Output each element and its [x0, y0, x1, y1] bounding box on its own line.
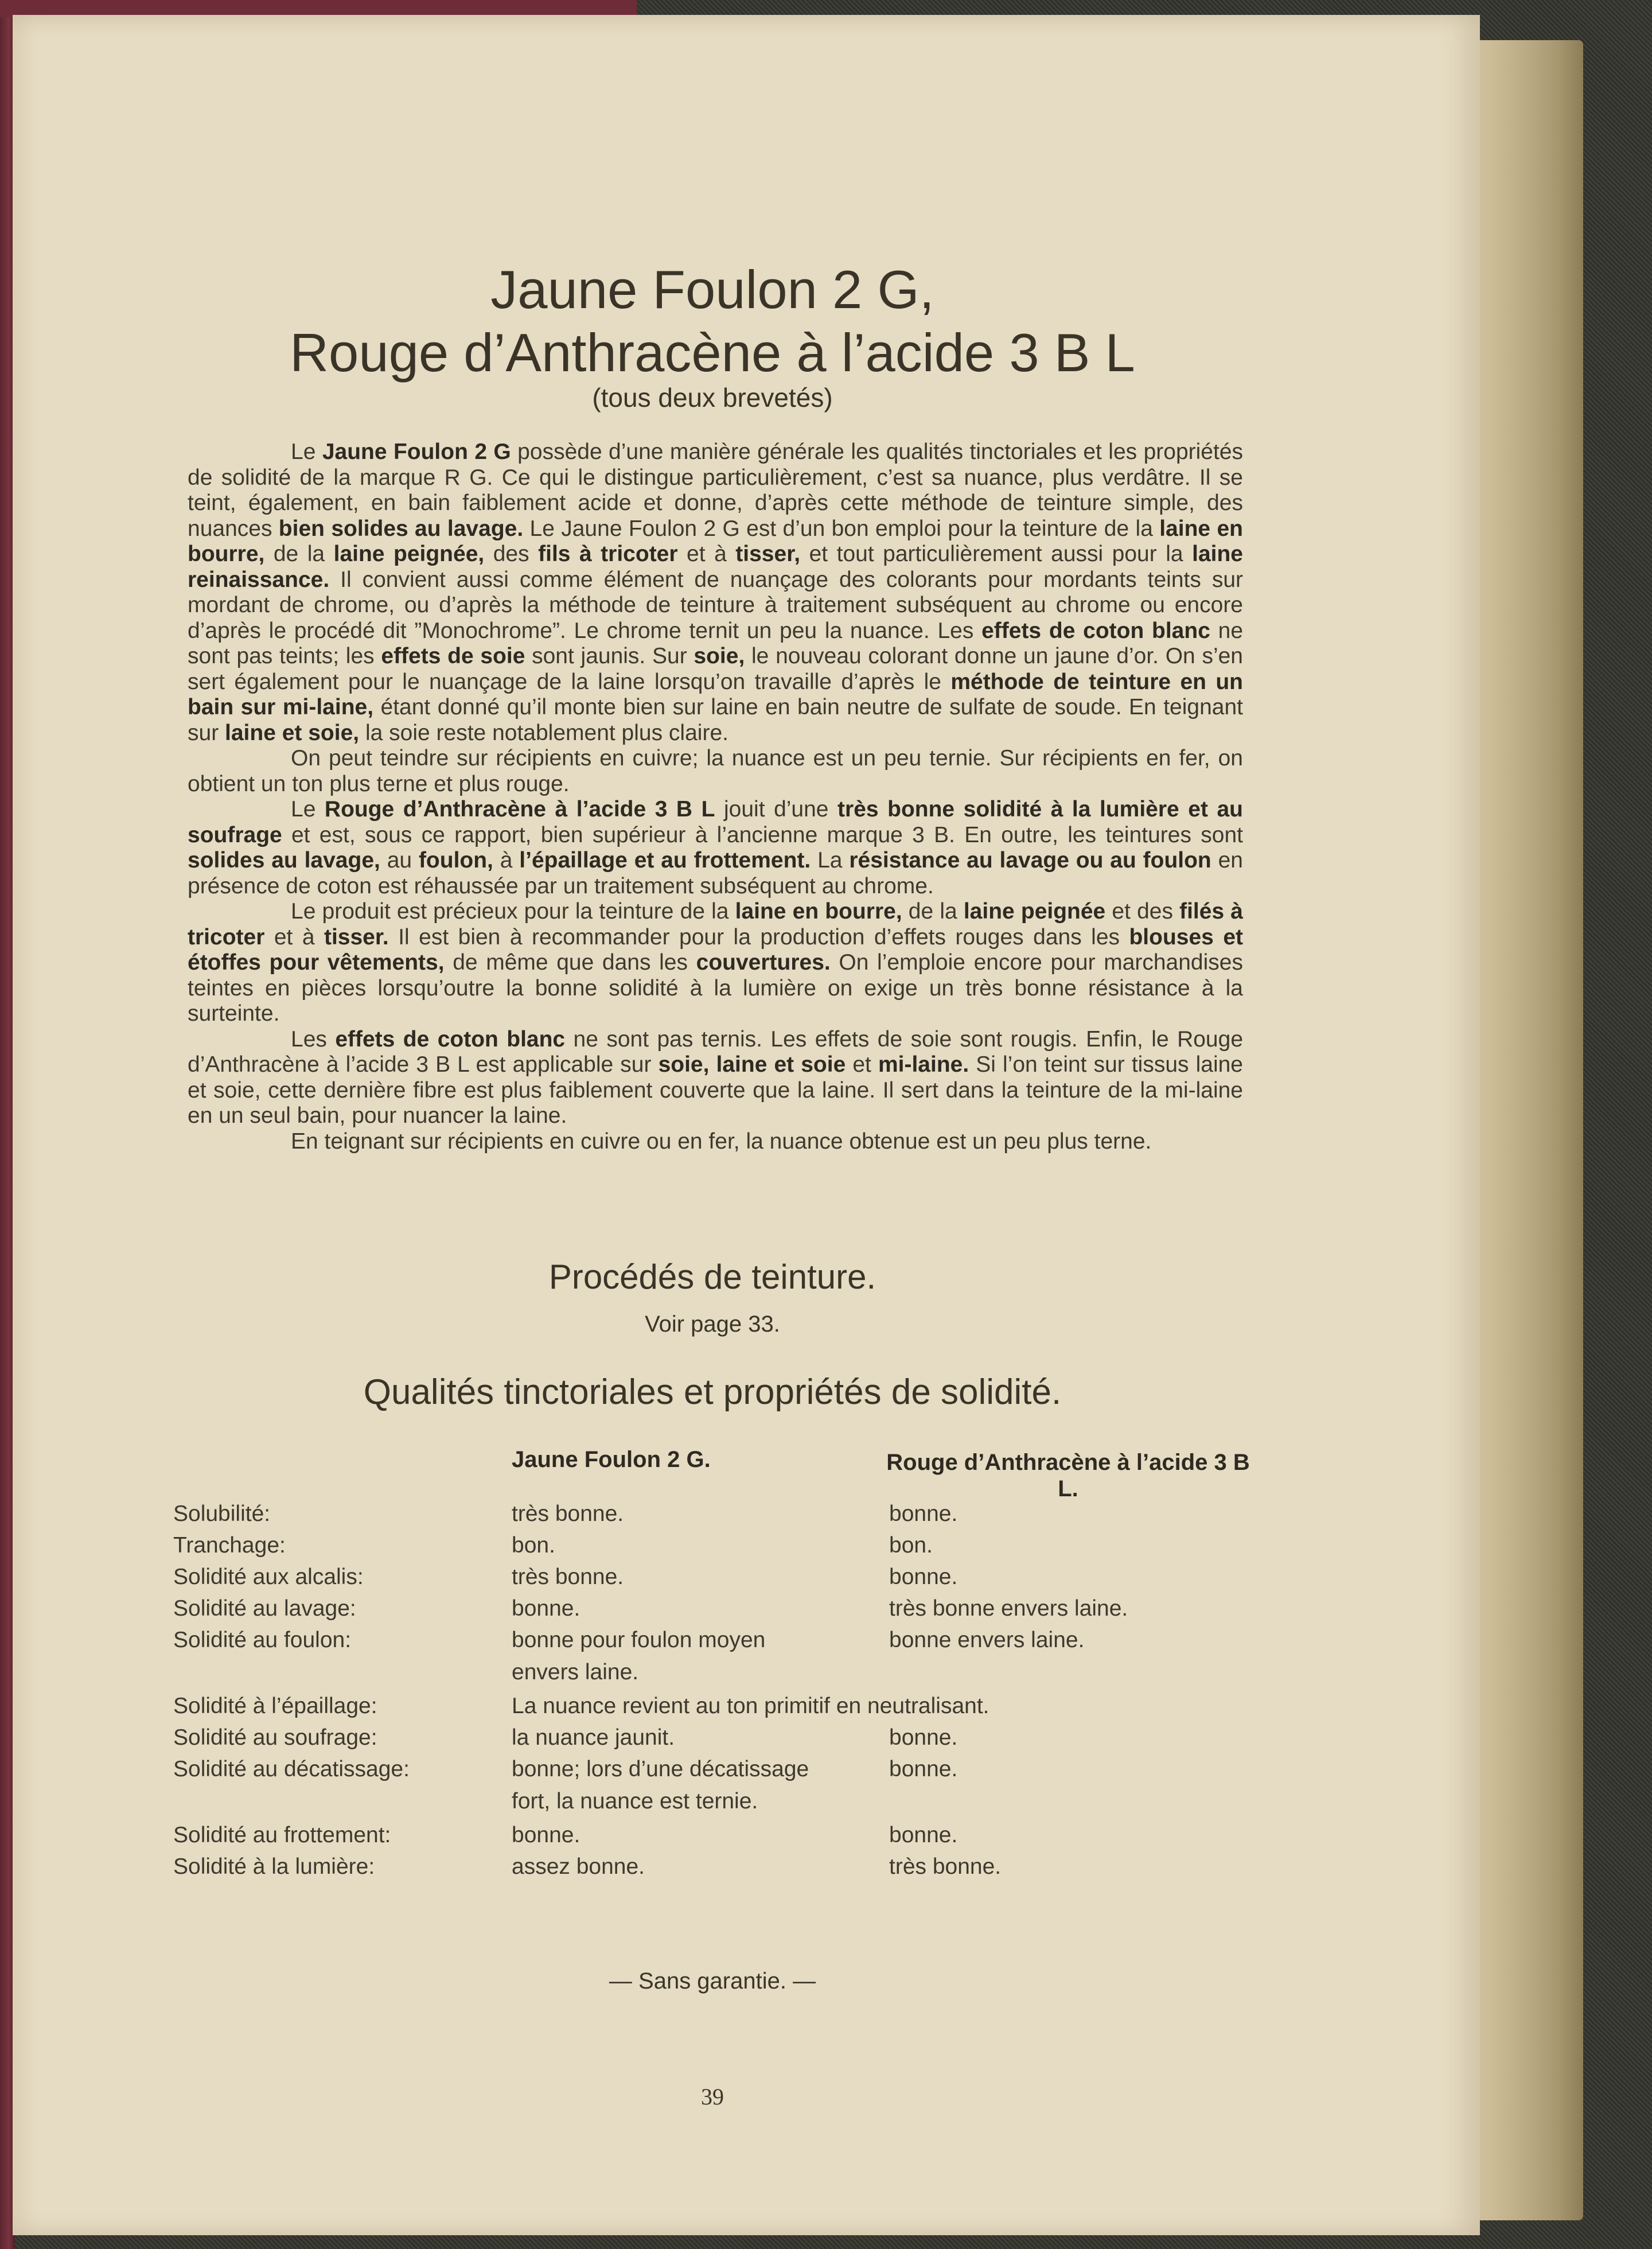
bold-phrase: laine et soie,: [225, 720, 360, 745]
property-value-shared: La nuance revient au ton primitif en neutralisant.: [512, 1694, 989, 1718]
bold-phrase: laine reinaissance.: [188, 542, 1243, 592]
bold-phrase: fils à tricoter: [538, 542, 678, 566]
bold-phrase: effets de coton blanc: [981, 618, 1210, 643]
property-value-jaune: très bonne.: [512, 1565, 624, 1589]
bold-phrase: blouses et étoffes pour vêtements,: [188, 924, 1243, 975]
property-value-rouge: bonne.: [889, 1565, 958, 1589]
property-value-rouge: bon.: [889, 1533, 933, 1558]
paragraph: On peut teindre sur récipients en cuivre; la nuance est un peu ternie. Sur récipients en fer, on obtient un ton plus terne et plus rouge.: [188, 746, 1243, 796]
property-value-rouge: bonne envers laine.: [889, 1628, 1085, 1652]
bold-phrase: tisser.: [324, 924, 389, 950]
bold-phrase: soie,: [693, 644, 745, 668]
property-value-rouge: très bonne envers laine.: [889, 1596, 1128, 1621]
section-heading-qualites: Qualités tinctoriales et propriétés de solidité.: [363, 1372, 1062, 1412]
property-value-rouge: bonne.: [889, 1725, 958, 1750]
property-value-jaune: bon.: [512, 1533, 555, 1558]
bold-phrase: solides au lavage,: [188, 848, 380, 873]
paragraph: Le Rouge d’Anthracène à l’acide 3 B L jouit d’une très bonne solidité à la lumière et au soufrage et est, sous ce rapport, bien supérieur à l’ancienne marque 3 B. En outre, les teintures sont solides au lavage, au foulon, à l’épaillage et au frottement. La résistance au lavage ou au foulon en présence de coton est réhaussée par un traitement subséquent au chrome.: [188, 797, 1243, 898]
bold-phrase: l’épaillage et au frottement.: [519, 848, 811, 873]
title-line-2: Rouge d’Anthracène à l’acide 3 B L: [290, 322, 1135, 383]
page-reference: Voir page 33.: [645, 1312, 780, 1337]
book-page: [13, 15, 1480, 2235]
bold-phrase: Rouge d’Anthracène à l’acide 3 B L: [324, 797, 715, 822]
bold-phrase: méthode de teinture en un bain sur mi-laine,: [188, 669, 1243, 719]
bold-phrase: laine peignée,: [333, 542, 485, 566]
property-value-rouge: bonne.: [889, 1501, 958, 1526]
property-label: Solidité à l’épaillage:: [173, 1694, 377, 1718]
property-label: Solidité au décatissage:: [173, 1757, 410, 1781]
bold-phrase: couvertures.: [696, 950, 831, 975]
property-label: Solubilité:: [173, 1501, 271, 1526]
bold-phrase: soie, laine et soie: [658, 1052, 846, 1077]
property-value-rouge: bonne.: [889, 1757, 958, 1781]
column-header-rouge: Rouge d’Anthracène à l’acide 3 B L.: [886, 1450, 1250, 1501]
property-value-jaune: bonne.: [512, 1823, 580, 1847]
property-value-jaune: très bonne.: [512, 1501, 624, 1526]
column-header-jaune: Jaune Foulon 2 G.: [512, 1447, 711, 1472]
bold-phrase: mi-laine.: [878, 1052, 969, 1077]
property-value-jaune: assez bonne.: [512, 1854, 645, 1879]
bold-phrase: tisser,: [735, 542, 801, 566]
paragraph: Le Jaune Foulon 2 G possède d’une manière générale les qualités tinctoriales et les propriétés de solidité de la marque R G. Ce qui le distingue particulièrement, c’est sa nuance, plus verdâtre. Il se teint, également, en bain faiblement acide et donne, d’après cette méthode de teinture simple, des nuances bien solides au lavage. Le Jaune Foulon 2 G est d’un bon emploi pour la teinture de la laine en bourre, de la laine peignée, des fils à tricoter et à tisser, et tout particulièrement aussi pour la laine reinaissance. Il convient aussi comme élément de nuançage des colorants pour mordants teints sur mordant de chrome, ou d’après la méthode de teinture à traitement subséquent au chrome ou encore d’après le procédé dit ”Monochrome”. Le chrome ternit un peu la nuance. Les effets de coton blanc ne sont pas teints; les effets de soie sont jaunis. Sur soie, le nouveau colorant donne un jaune d’or. On s’en sert également pour le nuançage de la laine lorsqu’on travaille d’après le méthode de teinture en un bain sur mi-laine, étant donné qu’il monte bien sur laine en bain neutre de sulfate de soude. En teignant sur laine et soie, la soie reste notablement plus claire.: [188, 439, 1244, 745]
title-line-1: Jaune Foulon 2 G,: [490, 259, 934, 320]
bold-phrase: très bonne solidité à la lumière et au soufrage: [188, 797, 1243, 847]
bold-phrase: laine en bourre,: [735, 899, 902, 924]
bold-phrase: laine peignée: [963, 899, 1106, 924]
section-heading-procedes: Procédés de teinture.: [548, 1258, 876, 1296]
paragraph: Les effets de coton blanc ne sont pas ternis. Les effets de soie sont rougis. Enfin, le Rouge d’Anthracène à l’acide 3 B L est applicable sur soie, laine et soie et mi-laine. Si l’on teint sur tissus laine et soie, cette dernière fibre est plus faiblement couverte que la laine. Il sert dans la teinture de la mi-laine en un seul bain, pour nuancer la laine.: [188, 1026, 1244, 1128]
paragraph: En teignant sur récipients en cuivre ou en fer, la nuance obtenue est un peu plus terne.: [291, 1129, 1152, 1154]
property-value-jaune: bonne; lors d’une décatissage fort, la nuance est ternie.: [512, 1757, 809, 1814]
page-number: 39: [701, 2084, 724, 2110]
paragraph: Le produit est précieux pour la teinture de la laine en bourre, de la laine peignée et des filés à tricoter et à tisser. Il est bien à recommander pour la production d’effets rouges dans les blouses et étoffes pour vêtements, de même que dans les couvertures. On l’emploie encore pour marchandises teintes en pièces lorsqu’outre la bonne solidité à la lumière on exige un très bonne résistance à la surteinte.: [188, 899, 1243, 1026]
property-value-jaune: bonne pour foulon moyen envers laine.: [512, 1628, 766, 1684]
bold-phrase: filés à tricoter: [188, 899, 1243, 950]
property-value-jaune: la nuance jaunit.: [512, 1725, 675, 1750]
bold-phrase: Jaune Foulon 2 G: [322, 439, 511, 464]
property-label: Solidité au soufrage:: [173, 1725, 377, 1750]
property-label: Solidité au lavage:: [173, 1596, 356, 1621]
property-label: Tranchage:: [173, 1533, 286, 1558]
bold-phrase: effets de coton blanc: [335, 1026, 566, 1052]
property-label: Solidité aux alcalis:: [173, 1565, 364, 1589]
bold-phrase: effets de soie: [381, 644, 525, 668]
bold-phrase: foulon,: [418, 848, 493, 873]
property-value-rouge: très bonne.: [889, 1854, 1002, 1879]
property-value-jaune: bonne.: [512, 1596, 580, 1621]
body-text: [188, 439, 1243, 1154]
property-label: Solidité au foulon:: [173, 1628, 352, 1652]
property-label: Solidité à la lumière:: [173, 1854, 375, 1879]
bold-phrase: bien solides au lavage.: [278, 516, 524, 541]
property-label: Solidité au frottement:: [173, 1823, 391, 1847]
property-value-rouge: bonne.: [889, 1823, 958, 1847]
bold-phrase: résistance au lavage ou au foulon: [849, 848, 1211, 873]
bold-phrase: laine en bourre,: [188, 516, 1243, 566]
disclaimer: — Sans garantie. —: [609, 1968, 816, 1994]
subtitle: (tous deux brevetés): [592, 383, 833, 413]
